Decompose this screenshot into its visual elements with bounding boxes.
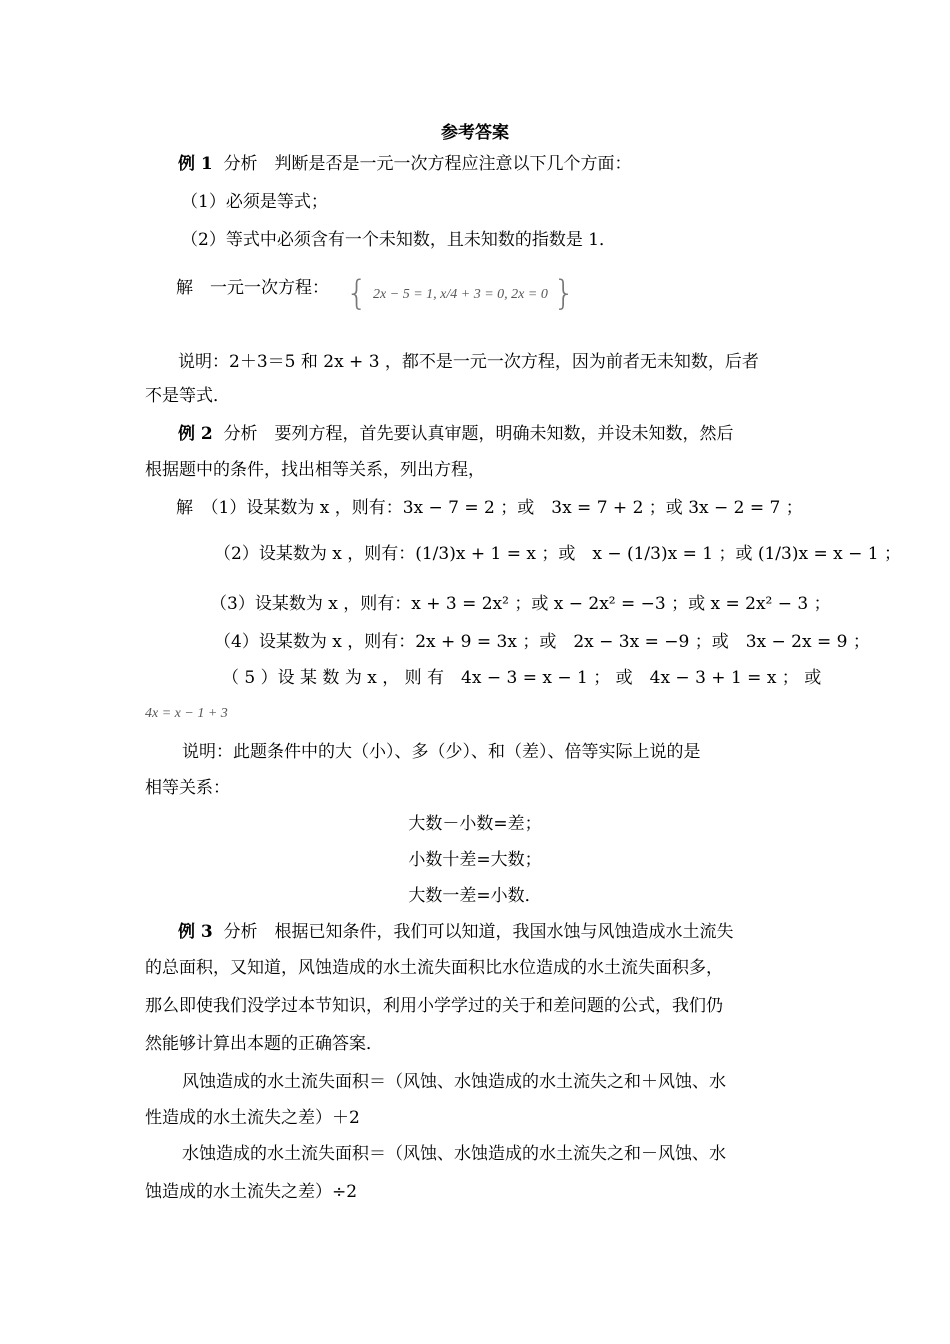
ex3-label: 例 3 (178, 922, 213, 942)
right-brace-icon: } (553, 273, 575, 314)
ex1-point-1: （1）必须是等式； (181, 192, 328, 212)
ex3-analysis-line1 (178, 920, 734, 944)
ex2-step-2: （2）设某数为 x ，则有：(1/3)x + 1 = x ；或 x − (1/3)x = 1 ；或 (1/3)x = x − 1 ； (214, 544, 901, 564)
ex3-analysis-text: 分析 根据已知条件，我们可以知道，我国水蚀与风蚀造成水土流失 (223, 922, 734, 942)
ex2-step-5-line1: （ 5 ）设 某 数 为 x ， 则 有 4x − 3 = x − 1 ； 或 4x − 3 + 1 = x ； 或 (222, 668, 822, 688)
ex3-analysis-line3: 那么即使我们没学过本节知识，利用小学学过的关于和差问题的公式，我们仍 (145, 996, 723, 1016)
ex2-label: 例 2 (178, 424, 213, 444)
ex2-step-4: （4）设某数为 x ，则有：2x + 9 = 3x ；或 2x − 3x = −9 ；或 3x − 2x = 9 ； (214, 632, 870, 652)
ex2-analysis-text: 分析 要列方程，首先要认真审题，明确未知数，并设未知数，然后 (223, 424, 734, 444)
ex1-note-line2: 不是等式． (145, 386, 230, 406)
ex1-solution-set (346, 268, 575, 318)
ex2-analysis-line2: 根据题中的条件，找出相等关系，列出方程， (145, 460, 485, 480)
ex3-formula2-line1: 水蚀造成的水土流失面积＝（风蚀、水蚀造成的水土流失之和－风蚀、水 (182, 1144, 726, 1164)
ex3-formula1-line1: 风蚀造成的水土流失面积＝（风蚀、水蚀造成的水土流失之和＋风蚀、水 (182, 1072, 726, 1092)
ex1-note-line1: 说明：2＋3＝5 和 2x + 3 ，都不是一元一次方程，因为前者无未知数，后者 (178, 352, 759, 372)
ex1-point-2: （2）等式中必须含有一个未知数，且未知数的指数是 1． (181, 230, 617, 250)
relation-2: 小数十差=大数； (408, 850, 542, 870)
ex1-analysis (178, 152, 632, 176)
ex2-step-5-line2: 4x = x − 1 + 3 (145, 706, 228, 721)
ex3-analysis-line2: 的总面积，又知道，风蚀造成的水土流失面积比水位造成的水土流失面积多， (145, 958, 723, 978)
ex1-label: 例 1 (178, 154, 213, 174)
left-brace-icon: { (346, 273, 368, 314)
ex3-analysis-line4: 然能够计算出本题的正确答案． (145, 1034, 383, 1054)
relation-3: 大数一差=小数． (408, 886, 542, 906)
ex2-step-3: （3）设某数为 x ，则有：x + 3 = 2x² ；或 x − 2x² = −3 ；或 x = 2x² − 3 ； (210, 594, 831, 614)
ex3-formula2-line2: 蚀造成的水土流失之差）÷2 (145, 1182, 358, 1202)
relation-1: 大数－小数=差； (408, 814, 542, 834)
ex1-solution-math: 2x − 5 = 1, x/4 + 3 = 0, 2x = 0 (373, 287, 548, 302)
ex2-analysis-line1 (178, 422, 734, 446)
ex2-note-line2: 相等关系： (145, 778, 230, 798)
ex1-analysis-text: 分析 判断是否是一元一次方程应注意以下几个方面： (223, 154, 632, 174)
page-title: 参考答案 (441, 123, 509, 143)
ex2-note-line1: 说明：此题条件中的大（小）、多（少）、和（差）、倍等实际上说的是 (182, 742, 701, 762)
ex1-solution-prefix: 解 一元一次方程： (176, 278, 329, 298)
ex2-step-1: 解 （1）设某数为 x ，则有：3x − 7 = 2 ；或 3x = 7 + 2 ；或 3x − 2 = 7 ； (176, 498, 803, 518)
ex3-formula1-line2: 性造成的水土流失之差）＋2 (145, 1108, 360, 1128)
